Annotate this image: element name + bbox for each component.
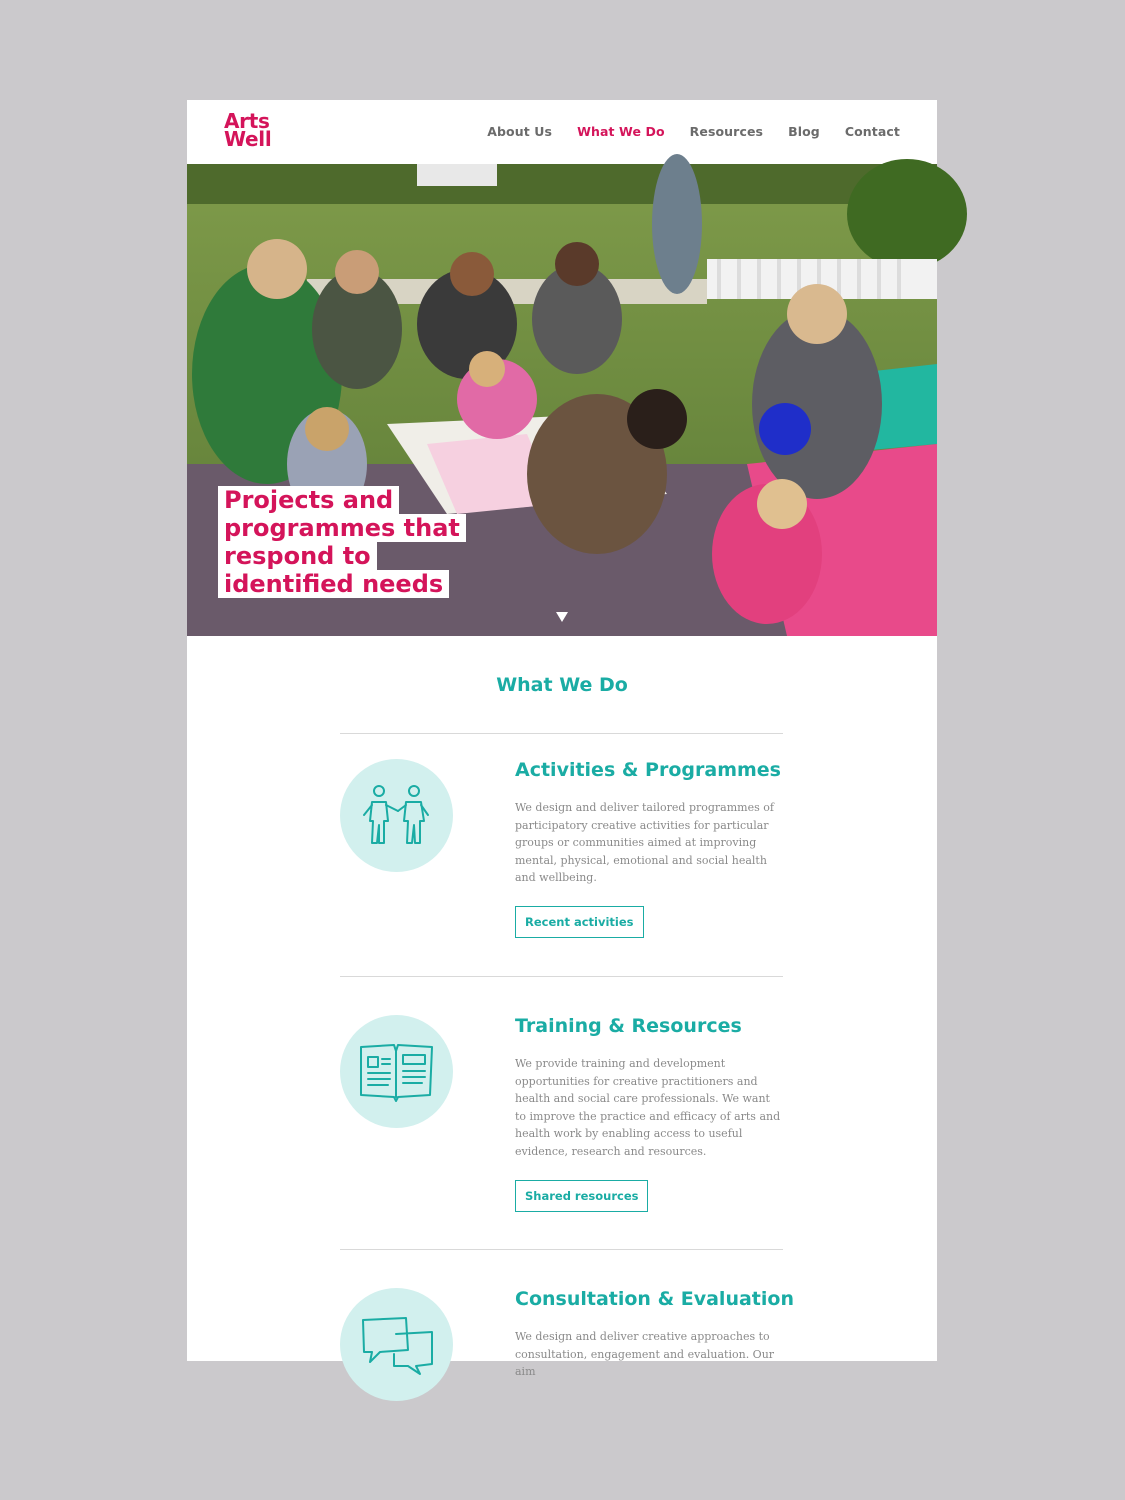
service-title: Activities & Programmes	[515, 759, 781, 781]
hero-title-line: respond to	[218, 542, 377, 570]
section-title: What We Do	[496, 674, 628, 696]
service-description: We design and deliver tailored programmes of participatory creative activities for particular groups or communities aimed at improving mental, physical, emotional and social health and wellbeing.	[515, 801, 774, 884]
people-icon	[358, 781, 435, 851]
hero-title-line: identified needs	[218, 570, 449, 598]
service-title: Consultation & Evaluation	[515, 1288, 794, 1310]
scroll-down-icon[interactable]	[556, 612, 568, 622]
service-title: Training & Resources	[515, 1015, 742, 1037]
logo-line-1: Arts	[224, 109, 270, 133]
divider	[340, 733, 783, 734]
icon-circle	[340, 759, 453, 872]
main-nav	[462, 124, 900, 139]
icon-circle	[340, 1015, 453, 1128]
service-consultation	[340, 1288, 794, 1408]
nav-blog[interactable]: Blog	[788, 124, 820, 139]
nav-about-us[interactable]: About Us	[487, 124, 553, 139]
recent-activities-button[interactable]: Recent activities	[515, 906, 644, 938]
service-description: We provide training and development opportunities for creative practitioners and health and social care professionals. We want to improve the practice and efficacy of arts and health work by enabling access to useful evidence, research and resources.	[515, 1057, 781, 1158]
speech-bubbles-icon	[358, 1310, 435, 1380]
page	[187, 100, 937, 1378]
nav-resources[interactable]: Resources	[689, 124, 764, 139]
hero-title-line: Projects and	[218, 486, 399, 514]
site-header	[187, 100, 937, 164]
nav-contact[interactable]: Contact	[844, 124, 900, 139]
hero-title	[218, 486, 466, 598]
book-icon	[358, 1037, 435, 1107]
shared-resources-button[interactable]: Shared resources	[515, 1180, 648, 1212]
service-training	[340, 1015, 783, 1255]
hero-title-line: programmes that	[218, 514, 466, 542]
divider	[340, 976, 783, 977]
nav-what-we-do[interactable]: What We Do	[577, 124, 665, 139]
icon-circle	[340, 1288, 453, 1401]
logo-line-2: Well	[224, 127, 272, 151]
hero	[187, 164, 937, 636]
service-activities	[340, 759, 783, 979]
service-description: We design and deliver creative approaches to consultation, engagement and evaluation. Our aim	[515, 1330, 775, 1378]
logo[interactable]	[224, 109, 272, 151]
divider	[340, 1249, 783, 1250]
